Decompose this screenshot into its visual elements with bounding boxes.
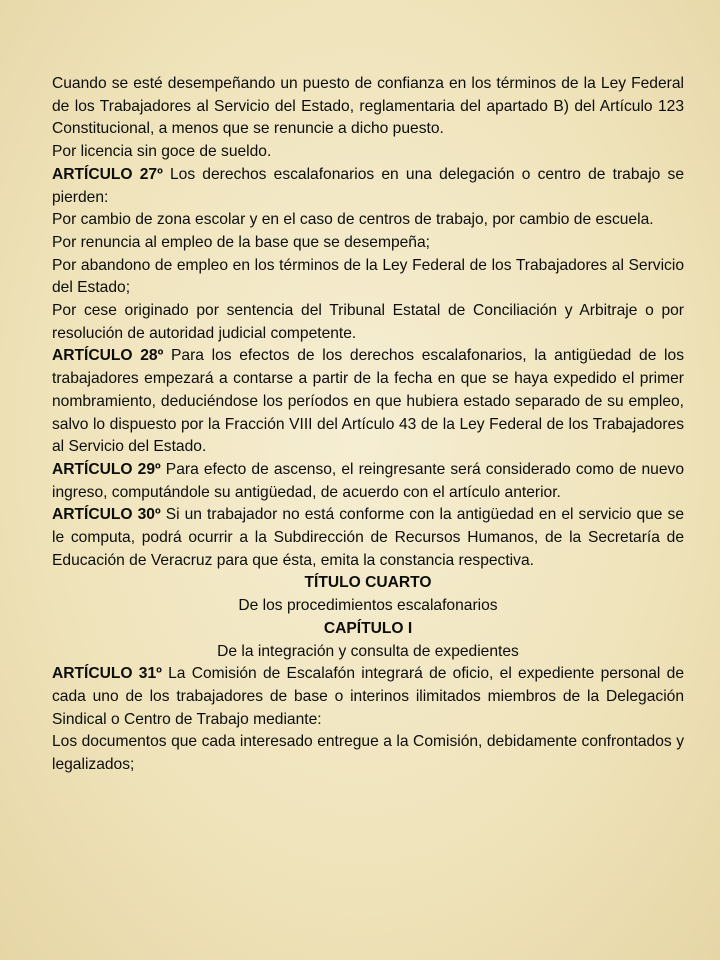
article-29-paragraph: ARTÍCULO 29º Para efecto de ascenso, el reingresante será considerado como de nuevo ingreso, computándole su antigüedad, de acuerdo con el artículo anterior. xyxy=(52,460,684,501)
paragraph: Los documentos que cada interesado entregue a la Comisión, debidamente confrontados y legalizados; xyxy=(52,733,684,774)
article-label: ARTÍCULO 27º xyxy=(52,165,163,183)
article-30-paragraph: ARTÍCULO 30º Si un trabajador no está conforme con la antigüedad en el servicio que se le computa, podrá ocurrir a la Subdirección de Recursos Humanos, de la Secretaría de Educación de Veracruz para que ésta, emita la constancia respectiva. xyxy=(52,506,684,569)
paragraph: Por cese originado por sentencia del Tribunal Estatal de Conciliación y Arbitraje o por resolución de autoridad judicial competente. xyxy=(52,302,684,342)
document-page xyxy=(52,73,684,777)
article-27-paragraph: ARTÍCULO 27º Los derechos escalafonarios en una delegación o centro de trabajo se pierden: xyxy=(52,165,684,206)
article-28-paragraph: ARTÍCULO 28º Para los efectos de los derechos escalafonarios, la antigüedad de los trabajadores empezará a contarse a partir de la fecha en que se haya expedido el primer nombramiento, deduciéndose los períodos en que hubiera estado separado de su empleo, salvo lo dispuesto por la Fracción VIII del Artículo 43 de la Ley Federal de los Trabajadores al Servicio del Estado. xyxy=(52,347,684,456)
title-subheading: De los procedimientos escalafonarios xyxy=(238,597,498,615)
article-label: ARTÍCULO 29º xyxy=(52,460,161,478)
chapter-heading: CAPÍTULO I xyxy=(323,619,413,637)
paragraph: Por renuncia al empleo de la base que se desempeña; xyxy=(52,233,430,251)
article-label: ARTÍCULO 31º xyxy=(52,665,162,683)
article-label: ARTÍCULO 28º xyxy=(52,347,164,365)
article-label: ARTÍCULO 30º xyxy=(52,506,161,524)
chapter-subheading: De la integración y consulta de expedientes xyxy=(217,642,519,660)
title-heading: TÍTULO CUARTO xyxy=(304,574,432,592)
paragraph: Cuando se esté desempeñando un puesto de confianza en los términos de la Ley Federal de los Trabajadores al Servicio del Estado, reglamentaria del apartado B) del Artículo 123 Constitucional, a menos que se renuncie a dicho puesto. xyxy=(52,75,684,138)
paragraph: Por abandono de empleo en los términos de la Ley Federal de los Trabajadores al Servicio del Estado; xyxy=(52,256,684,297)
article-31-paragraph: ARTÍCULO 31º La Comisión de Escalafón integrará de oficio, el expediente personal de cada uno de los trabajadores de base o interinos ilimitados miembros de la Delegación Sindical o Centro de Trabajo mediante: xyxy=(52,665,684,728)
paragraph: Por licencia sin goce de sueldo. xyxy=(52,143,272,161)
paragraph: Por cambio de zona escolar y en el caso de centros de trabajo, por cambio de escuela. xyxy=(52,211,654,229)
